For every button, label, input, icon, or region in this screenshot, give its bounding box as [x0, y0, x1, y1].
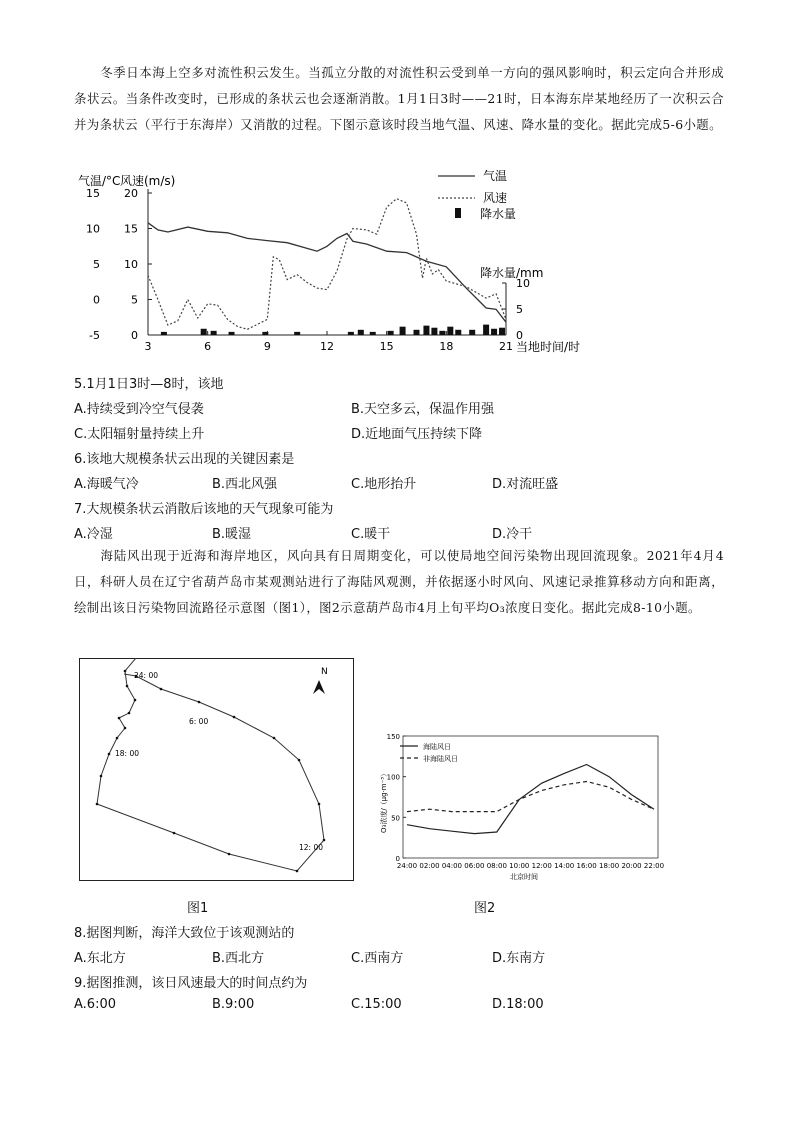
precip-bar: [439, 331, 445, 335]
x-tick-label: 3: [144, 340, 152, 353]
chart1-legend: [438, 168, 516, 221]
q6-option-d[interactable]: D.对流旺盛: [492, 477, 559, 492]
fig2-y-tick: 50: [391, 814, 400, 823]
passage-2-text: 海陆风出现于近海和海岸地区，风向具有日周期变化，可以使局地空间污染物出现回流现象。2021年4月4日，科研人员在辽宁省葫芦岛市某观测站进行了海陆风观测，并依据逐小时风向、风速记录推算移动方向和距离，绘制出该日污染物回流路径示意图（图1），图2示意葫芦岛市4月上旬平均O₃浓度日变化。据此完成8-10小题。: [74, 548, 724, 615]
fig2-legend: [400, 742, 458, 763]
q5-stem: 5.1月1日3时—8时，该地: [74, 377, 224, 392]
time-label-0600: 6: 00: [189, 717, 209, 726]
q5-option-c[interactable]: C.太阳辐射量持续上升: [74, 427, 205, 442]
precip-bar: [400, 327, 406, 335]
fig2-xlabel: 北京时间: [510, 873, 538, 881]
q6-option-b[interactable]: B.西北风强: [212, 477, 278, 492]
q8-option-d[interactable]: D.东南方: [492, 951, 546, 966]
legend-wind: 风速: [483, 191, 508, 205]
q7-option-d[interactable]: D.冷干: [492, 527, 533, 542]
q8-option-c[interactable]: C.西南方: [351, 951, 404, 966]
x-tick-label: 9: [263, 340, 271, 353]
temp-tick-label: 5: [93, 258, 100, 271]
north-arrow-icon: [313, 680, 325, 694]
precip-bar: [431, 328, 437, 335]
wind-speed-line: [148, 199, 506, 330]
temp-tick-label: 0: [93, 293, 100, 307]
fig2-y-tick: 100: [386, 773, 400, 782]
legend-precip: 降水量: [480, 207, 517, 221]
fig2-x-tick: 08:00: [486, 862, 507, 870]
precip-bar: [388, 331, 394, 335]
q9-option-b[interactable]: B.9:00: [212, 997, 255, 1012]
q7-option-b[interactable]: B.暖湿: [212, 527, 252, 542]
fig2-x-tick: 14:00: [554, 862, 575, 870]
time-label-1800: 18: 00: [115, 749, 139, 758]
precip-tick-label: 10: [516, 277, 530, 290]
precip-bar: [499, 328, 505, 335]
fig2-ylabel: O₃浓度/（μg·m⁻³）: [380, 769, 388, 833]
precip-bar: [455, 330, 461, 335]
q8-option-b[interactable]: B.西北方: [212, 951, 265, 966]
temp-tick-label: -5: [89, 329, 100, 342]
north-label: N: [321, 667, 328, 677]
q7-option-a[interactable]: A.冷湿: [74, 527, 113, 542]
precip-tick-label: 0: [516, 329, 523, 342]
precip-bar: [358, 330, 364, 335]
fig2-x-tick: 04:00: [441, 862, 463, 870]
precip-bar: [294, 332, 300, 335]
x-tick-label: 18: [439, 340, 454, 353]
passage-1: [74, 60, 724, 138]
wind-tick-label: 20: [124, 187, 138, 200]
chart1-ylabel-mid: 风速(m/s): [120, 174, 176, 188]
precip-bar: [262, 332, 268, 335]
precip-bar: [348, 332, 354, 335]
q6-option-a[interactable]: A.海暖气冷: [74, 477, 139, 492]
x-tick-label: 15: [379, 340, 394, 353]
q9-option-d[interactable]: D.18:00: [492, 997, 544, 1012]
q9-option-c[interactable]: C.15:00: [351, 997, 402, 1012]
q7-option-c[interactable]: C.暖干: [351, 527, 391, 542]
precip-tick-label: 5: [516, 303, 523, 316]
q5-option-a[interactable]: A.持续受到冷空气侵袭: [74, 402, 204, 417]
q5-option-b[interactable]: B.天空多云，保温作用强: [351, 402, 495, 417]
series-non-sea-land-breeze-day: [407, 782, 654, 812]
fig2-x-tick: 02:00: [419, 862, 440, 870]
chart1-ylabel-left: 气温/°C: [78, 174, 121, 188]
time-label-1200: 12: 00: [299, 843, 323, 852]
q6-stem: 6.该地大规模条状云出现的关键因素是: [74, 452, 295, 467]
weather-chart: [0, 165, 794, 365]
fig2-x-tick: 06:00: [464, 862, 485, 870]
ozone-concentration-chart: [378, 728, 668, 883]
wind-tick-label: 10: [124, 258, 138, 271]
precip-bar: [370, 332, 376, 335]
fig2-y-tick: 150: [386, 733, 400, 741]
fig2-y-tick: 0: [395, 855, 400, 863]
q8-stem: 8.据图判断，海洋大致位于该观测站的: [74, 926, 295, 941]
wind-tick-label: 0: [131, 329, 138, 342]
fig2-legend-sea: 海陆风日: [423, 743, 451, 751]
fig2-x-tick: 16:00: [576, 862, 597, 870]
q9-option-a[interactable]: A.6:00: [74, 997, 116, 1012]
fig1-caption: 图1: [187, 901, 209, 916]
temperature-line: [148, 223, 506, 322]
precip-bar: [469, 330, 475, 335]
precip-bar: [211, 331, 217, 335]
fig2-x-tick: 20:00: [621, 862, 642, 870]
temp-tick-label: 10: [86, 222, 100, 236]
q9-stem: 9.据图推测，该日风速最大的时间点约为: [74, 976, 308, 991]
fig2-x-tick: 22:00: [643, 862, 665, 870]
q5-option-d[interactable]: D.近地面气压持续下降: [351, 427, 483, 442]
fig2-caption: 图2: [474, 901, 496, 916]
pollutant-path-map: [79, 658, 355, 882]
q6-option-c[interactable]: C.地形抬升: [351, 477, 417, 492]
time-label-2400: 24: 00: [134, 671, 158, 680]
series-sea-land-breeze-day: [407, 765, 654, 834]
precip-bar: [229, 332, 235, 335]
passage-2: [74, 543, 724, 621]
fig2-legend-nonsea: 非海陆风日: [423, 755, 458, 763]
x-tick-label: 12: [320, 340, 334, 353]
fig2-x-tick: 10:00: [509, 862, 530, 870]
q8-option-a[interactable]: A.东北方: [74, 951, 126, 966]
x-tick-label: 21: [499, 340, 513, 353]
x-tick-label: 6: [204, 340, 212, 353]
wind-tick-label: 5: [131, 293, 138, 307]
chart1-ylabel-right: 降水量/mm: [480, 266, 544, 280]
fig2-x-tick: 18:00: [598, 862, 620, 870]
fig2-x-tick: 12:00: [531, 862, 552, 870]
fig2-x-tick: 24:00: [396, 862, 418, 870]
precip-bar: [491, 329, 497, 335]
precip-bar: [201, 329, 207, 335]
precip-bar: [423, 326, 429, 335]
precip-bar: [161, 332, 167, 335]
chart1-xlabel: 当地时间/时: [516, 340, 581, 354]
temp-tick-label: 15: [86, 187, 100, 200]
q7-stem: 7.大规模条状云消散后该地的天气现象可能为: [74, 502, 334, 517]
wind-tick-label: 15: [124, 222, 138, 236]
precip-bar: [414, 330, 420, 335]
legend-temp: 气温: [483, 169, 508, 183]
precip-bar: [483, 325, 489, 335]
passage-1-text: 冬季日本海上空多对流性积云发生。当孤立分散的对流性积云受到单一方向的强风影响时，积云定向合并形成条状云。当条件改变时，已形成的条状云也会逐渐消散。1月1日3时——21时，日本海东岸某地经历了一次积云合并为条状云（平行于东海岸）又消散的过程。下图示意该时段当地气温、风速、降水量的变化。据此完成5-6小题。: [74, 65, 724, 132]
precip-bar: [447, 327, 453, 335]
